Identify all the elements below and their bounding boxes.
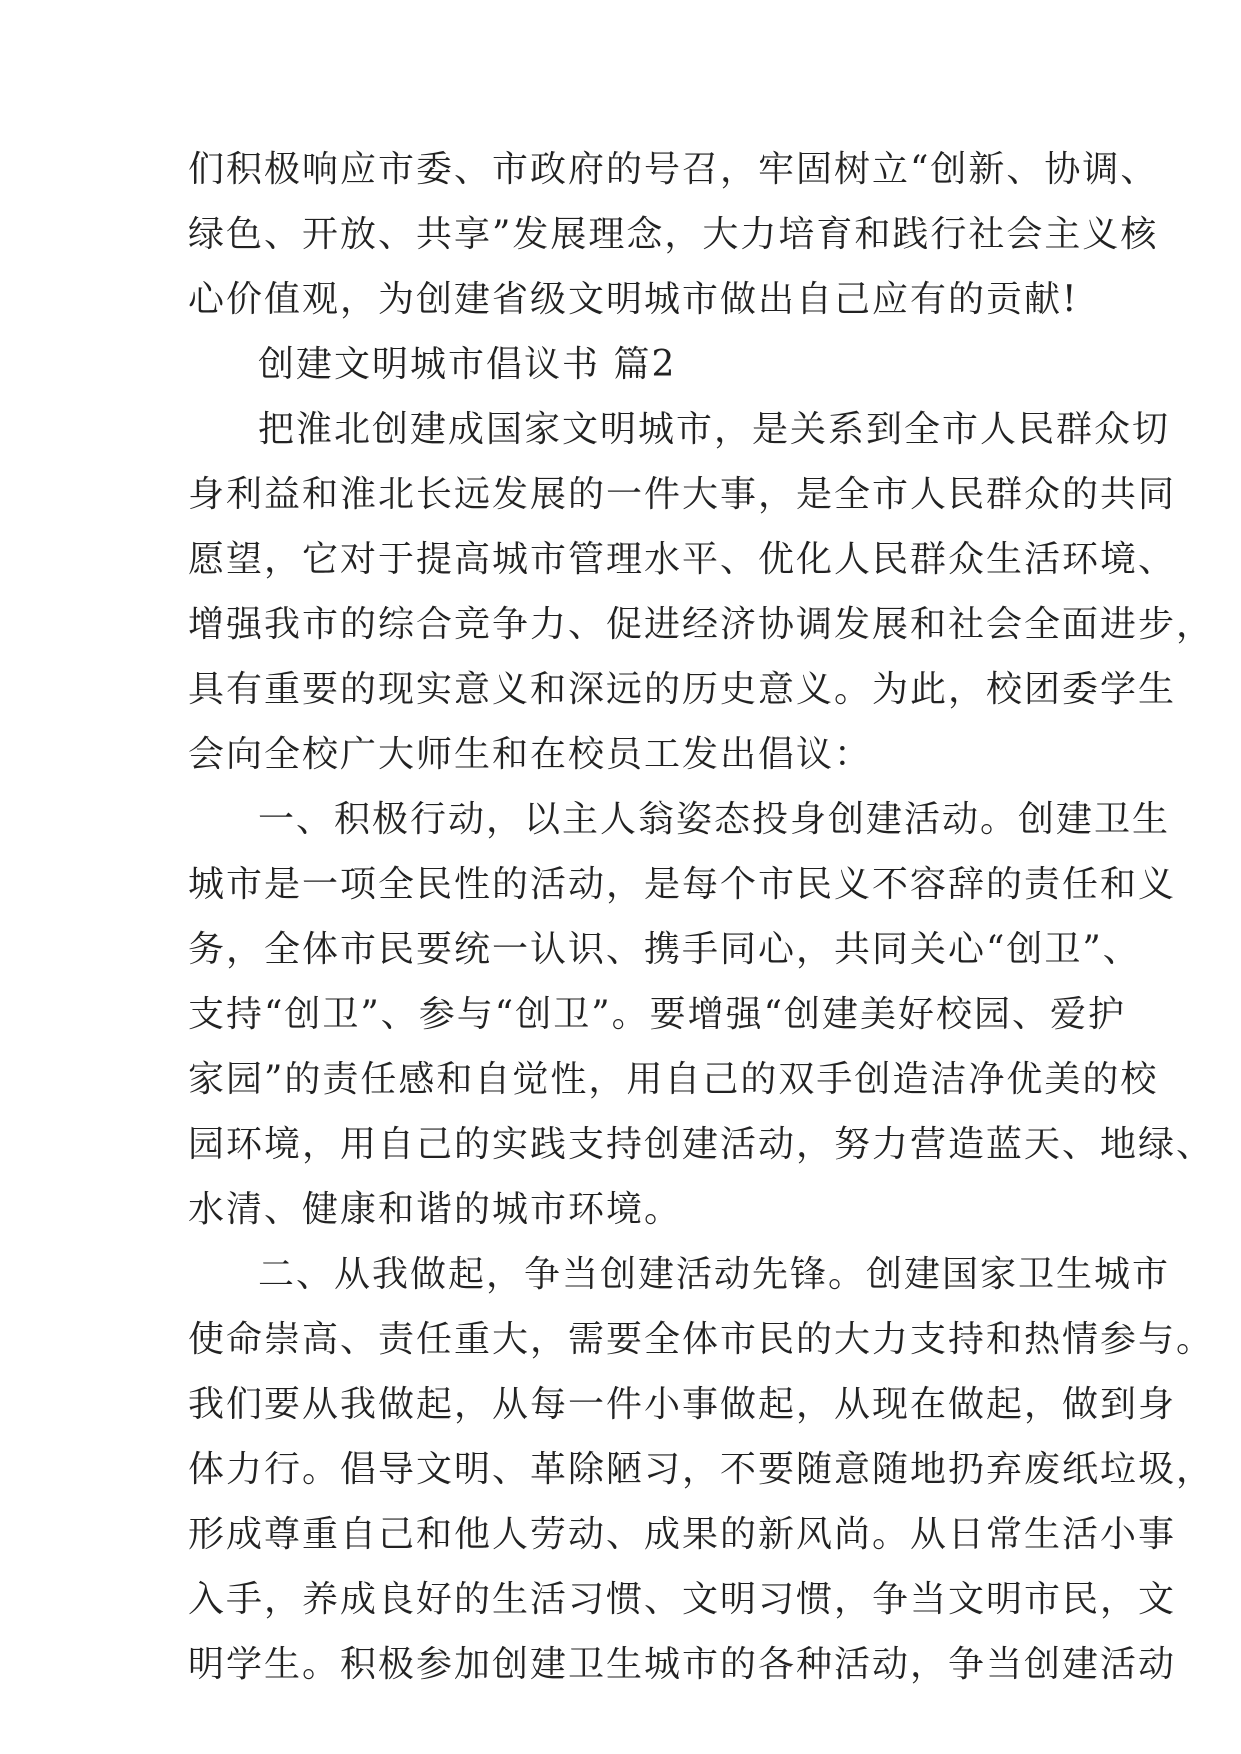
text-line: 我们要从我做起，从每一件小事做起，从现在做起，做到身 — [188, 1384, 1177, 1425]
text-line: 体力行。倡导文明、革除陋习，不要随意随地扔弃废纸垃圾， — [188, 1449, 1215, 1490]
text-line: 水清、健康和谐的城市环境。 — [188, 1189, 683, 1230]
text-line: 身利益和淮北长远发展的一件大事，是全市人民群众的共同 — [188, 474, 1177, 515]
text-line: 家园”的责任感和自觉性，用自己的双手创造洁净优美的校 — [188, 1059, 1159, 1100]
text-line: 们积极响应市委、市政府的号召，牢固树立“创新、协调、 — [188, 149, 1159, 190]
section-heading: 创建文明城市倡议书 篇2 — [258, 344, 677, 385]
paragraph-first-line: 二、从我做起，争当创建活动先锋。创建国家卫生城市 — [258, 1254, 1171, 1295]
text-line: 使命崇高、责任重大，需要全体市民的大力支持和热情参与。 — [188, 1319, 1215, 1360]
text-line: 形成尊重自己和他人劳动、成果的新风尚。从日常生活小事 — [188, 1514, 1177, 1555]
text-line: 入手，养成良好的生活习惯、文明习惯，争当文明市民，文 — [188, 1579, 1177, 1620]
text-line: 具有重要的现实意义和深远的历史意义。为此，校团委学生 — [188, 669, 1177, 710]
paragraph-first-line: 把淮北创建成国家文明城市，是关系到全市人民群众切 — [258, 409, 1171, 450]
text-line: 会向全校广大师生和在校员工发出倡议： — [188, 734, 873, 775]
text-line: 愿望，它对于提高城市管理水平、优化人民群众生活环境、 — [188, 539, 1177, 580]
paragraph-first-line: 一、积极行动，以主人翁姿态投身创建活动。创建卫生 — [258, 799, 1171, 840]
text-line: 支持“创卫”、参与“创卫”。要增强“创建美好校园、爱护 — [188, 994, 1127, 1035]
text-line: 明学生。积极参加创建卫生城市的各种活动，争当创建活动 — [188, 1644, 1177, 1685]
text-line: 心价值观，为创建省级文明城市做出自己应有的贡献! — [188, 279, 1079, 320]
text-line: 绿色、开放、共享”发展理念，大力培育和践行社会主义核 — [188, 214, 1159, 255]
text-line: 增强我市的综合竞争力、促进经济协调发展和社会全面进步， — [188, 604, 1215, 645]
text-line: 园环境，用自己的实践支持创建活动，努力营造蓝天、地绿、 — [188, 1124, 1215, 1165]
text-line: 城市是一项全民性的活动，是每个市民义不容辞的责任和义 — [188, 864, 1177, 905]
text-line: 务，全体市民要统一认识、携手同心，共同关心“创卫”、 — [188, 929, 1141, 970]
